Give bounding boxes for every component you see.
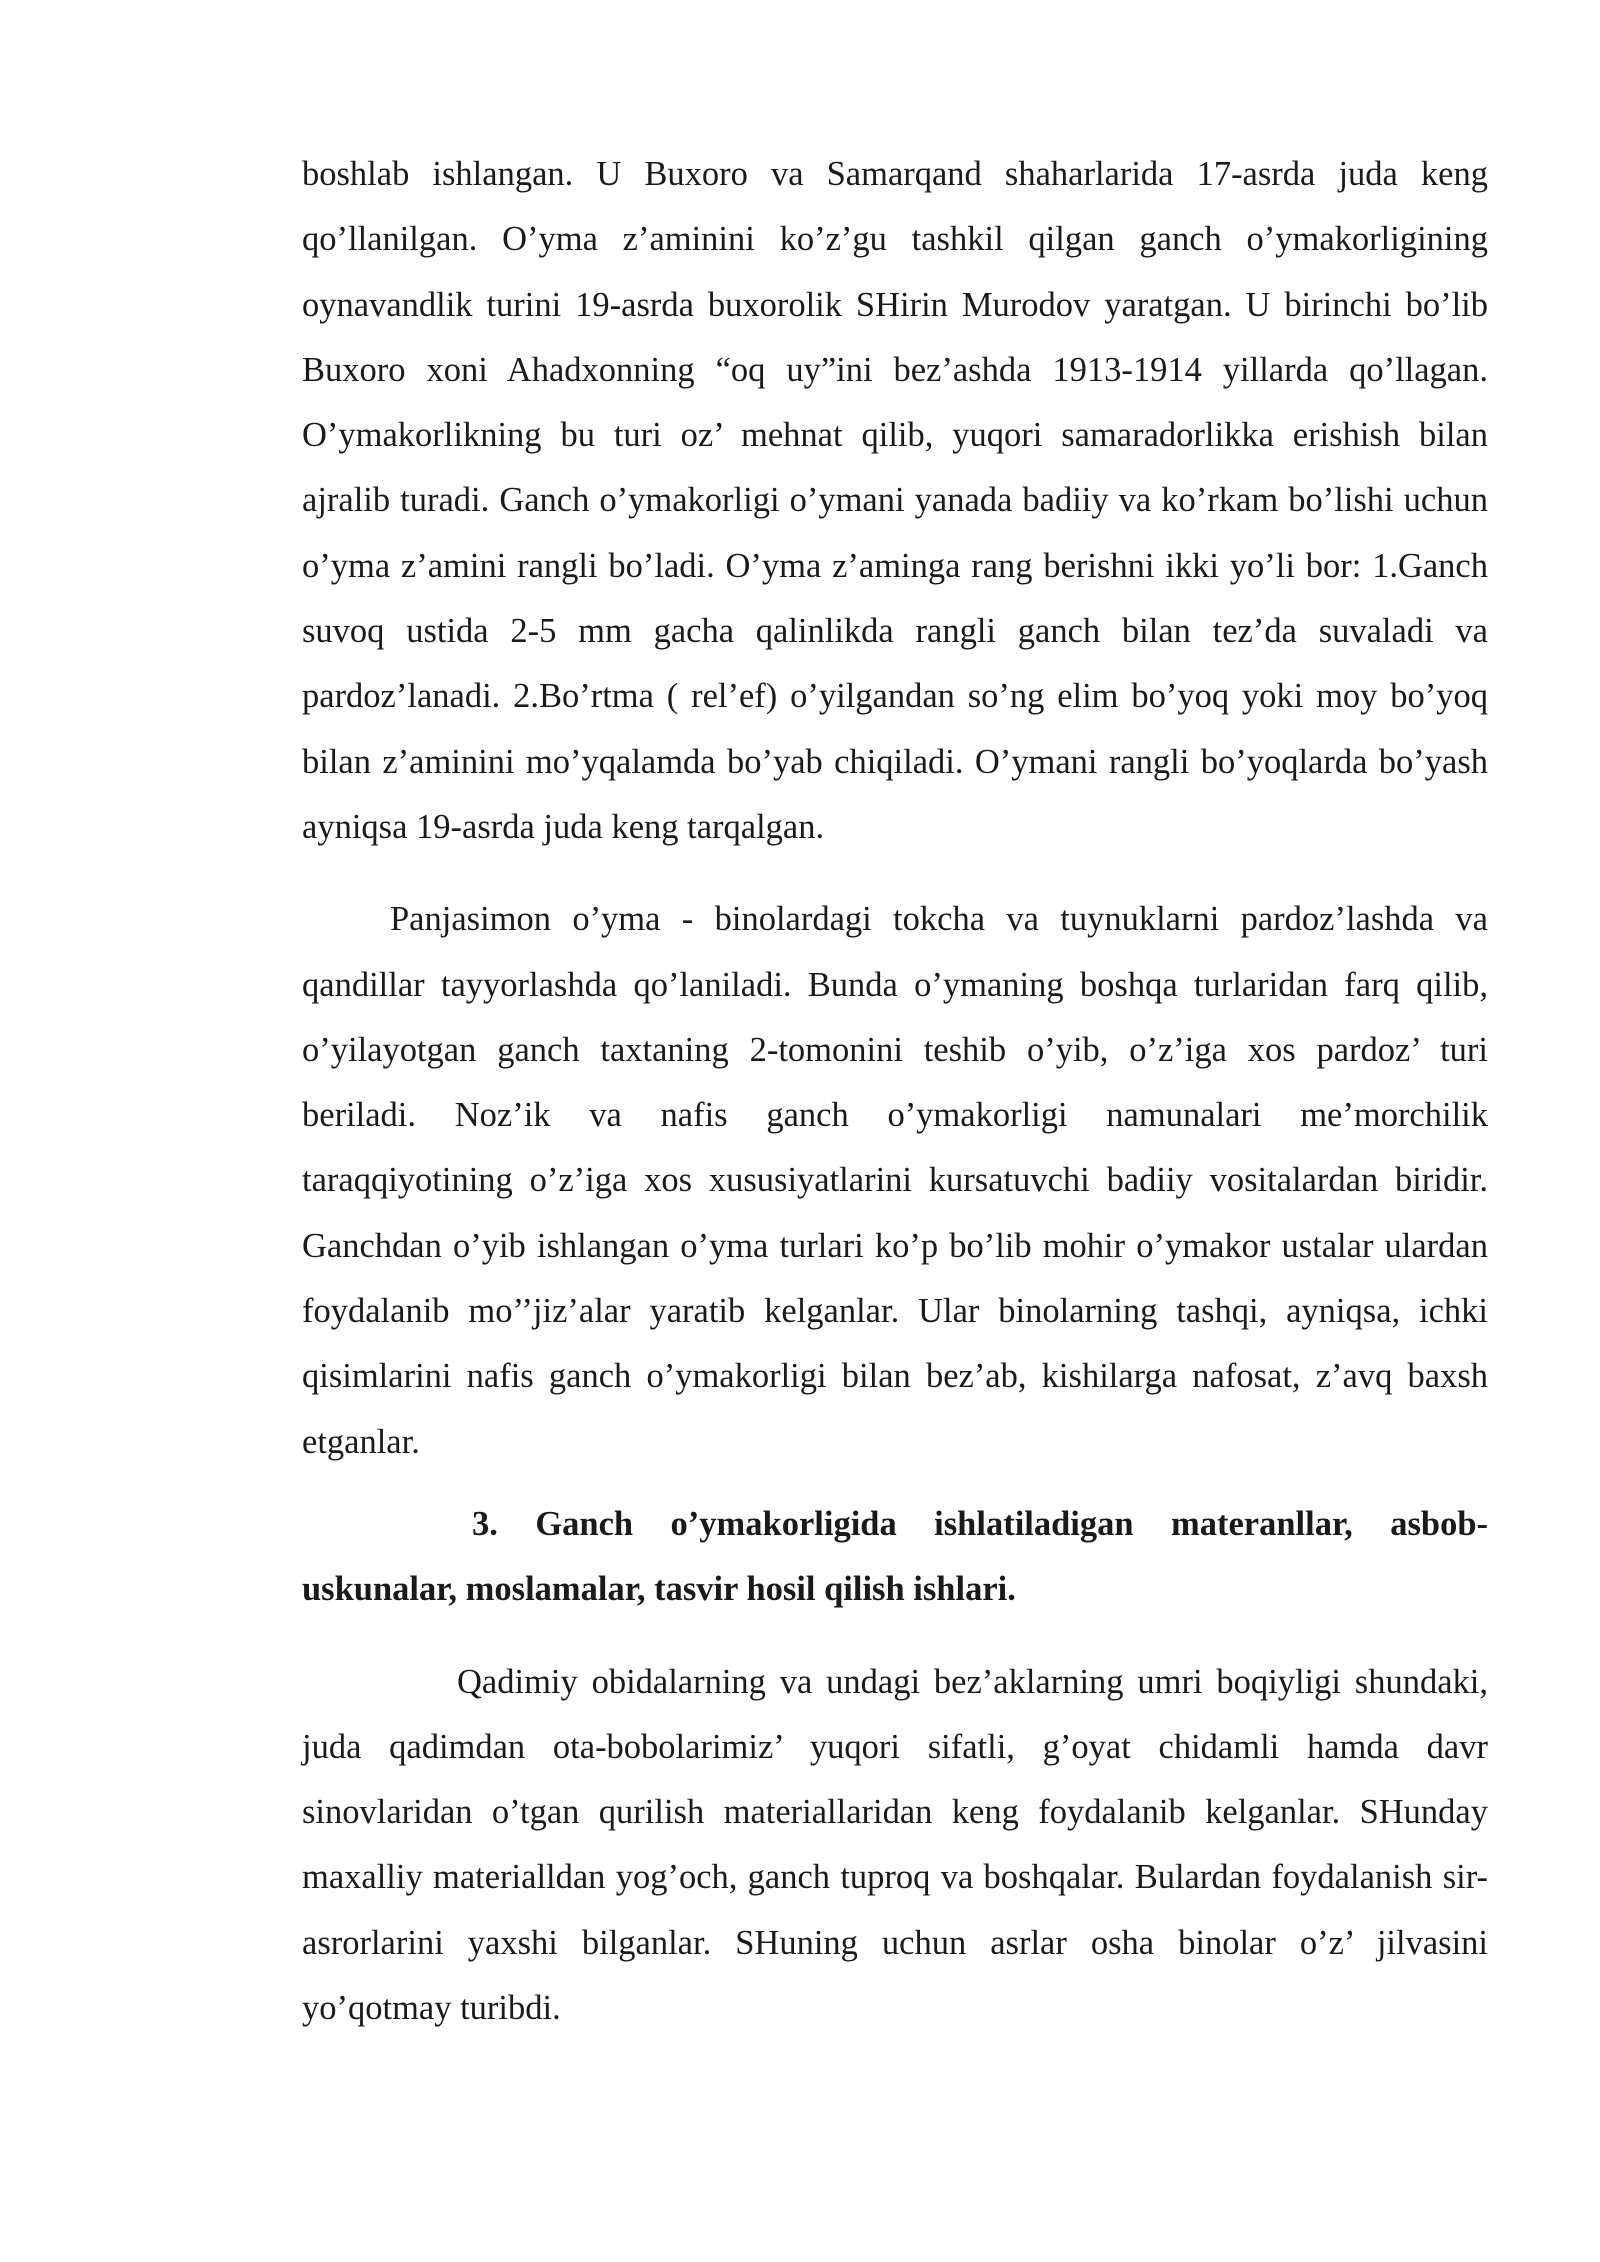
paragraph: boshlab ishlangan. U Buxoro va Samarqand shaharlarida 17-asrda juda keng qo’llanilgan. O’yma z’aminini ko’z’gu tashkil qilgan ganch o’ymakorligining oynavandlik turini 19-asrda buxorolik SHirin Murodov yaratgan. U birinchi bo’lib Buxoro xoni Ahadxonning “oq uy”ini bez’ashda 1913-1914 yillarda qo’llagan. O’ymakorlikning bu turi oz’ mehnat qilib, yuqori samaradorlikka erishish bilan ajralib turadi. Ganch o’ymakorligi o’ymani yanada badiiy va ko’rkam bo’lishi uchun o’yma z’amini rangli bo’ladi. O’yma z’aminga rang berishni ikki yo’li bor: 1.Ganch suvoq ustida 2-5 mm gacha qalinlikda rangli ganch bilan tez’da suvaladi va pardoz’lanadi. 2.Bo’rtma ( rel’ef) o’yilgandan so’ng elim bo’yoq yoki moy bo’yoq bilan z’aminini mo’yqalamda bo’yab chiqiladi. O’ymani rangli bo’yoqlarda bo’yash ayniqsa 19-asrda juda keng tarqalgan.: [302, 155, 1488, 846]
document-body: [302, 142, 1488, 2041]
paragraph: Panjasimon o’yma - binolardagi tokcha va tuynuklarni pardoz’lashda va qandillar tayyorlashda qo’laniladi. Bunda o’ymaning boshqa turlaridan farq qilib, o’yilayotgan ganch taxtaning 2-tomonini teshib o’yib, o’z’iga xos pardoz’ turi beriladi. Noz’ik va nafis ganch o’ymakorligi namunalari me’morchilik taraqqiyotining o’z’iga xos xususiyatlarini kursatuvchi badiiy vositalardan biridir. Ganchdan o’yib ishlangan o’yma turlari ko’p bo’lib mohir o’ymakor ustalar ulardan foydalanib mo’’jiz’alar yaratib kelganlar. Ular binolarning tashqi, ayniqsa, ichki qisimlarini nafis ganch o’ymakorligi bilan bez’ab, kishilarga nafosat, z’avq baxsh etganlar.: [302, 900, 1488, 1461]
section-heading: 3. Ganch o’ymakorligida ishlatiladigan materanllar, asbob-uskunalar, moslamalar, tasvir hosil qilish ishlari.: [302, 1504, 1488, 1609]
paragraph: Qadimiy obidalarning va undagi bez’aklarning umri boqiyligi shundaki, juda qadimdan ota-bobolarimiz’ yuqori sifatli, g’oyat chidamli hamda davr sinovlaridan o’tgan qurilish materiallaridan keng foydalanib kelganlar. SHunday maxalliy materialldan yog’och, ganch tuproq va boshqalar. Bulardan foydalanish sir-asrorlarini yaxshi bilganlar. SHuning uchun asrlar osha binolar o’z’ jilvasini yo’qotmay turibdi.: [302, 1662, 1488, 2028]
